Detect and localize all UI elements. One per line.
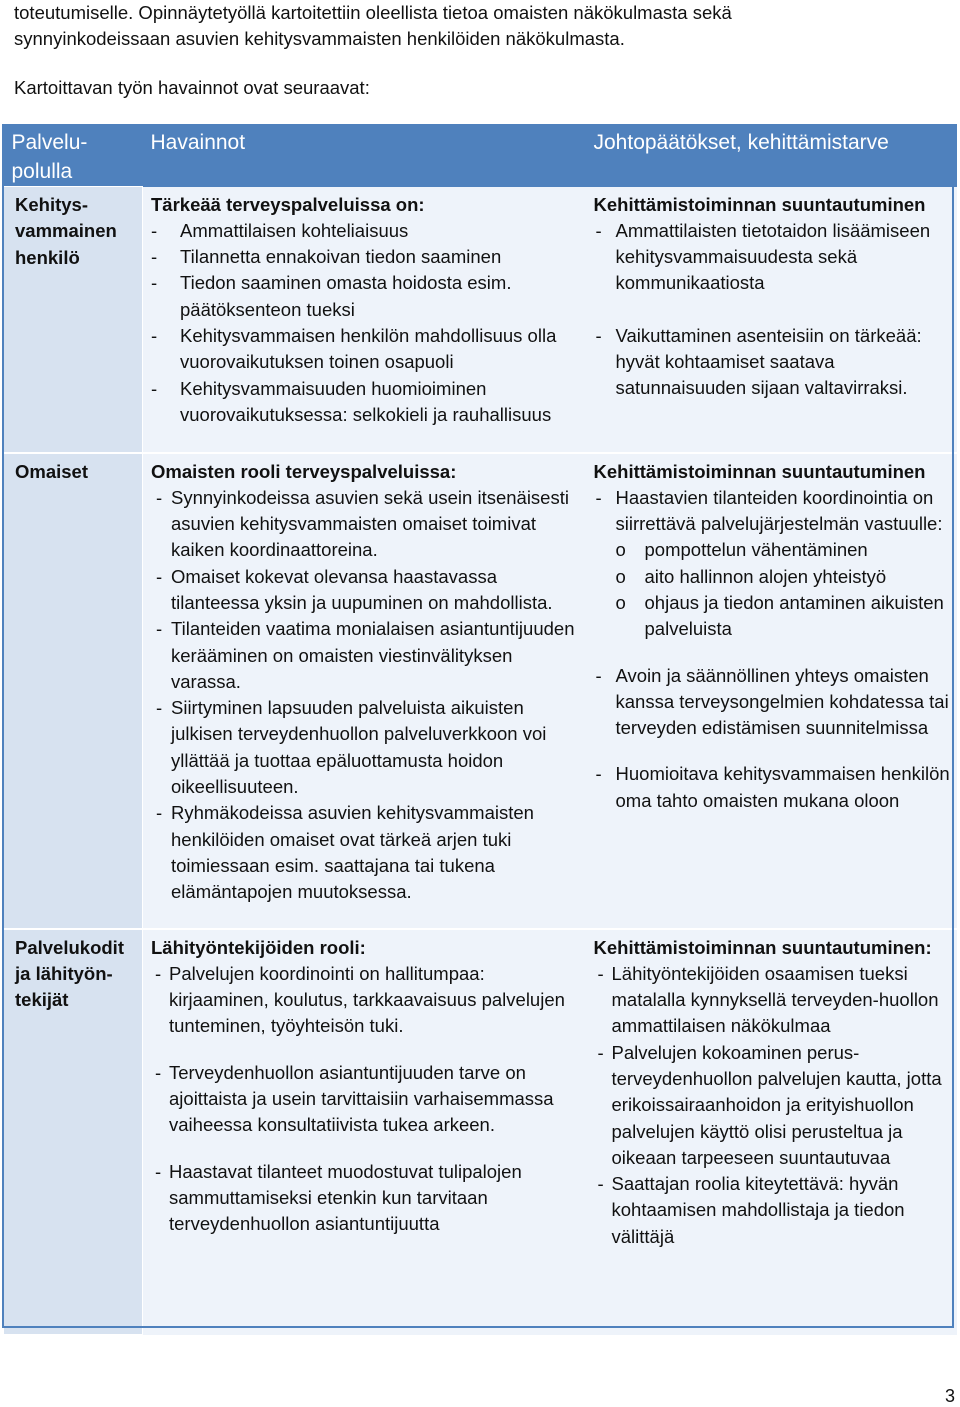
table-row-service-homes — [4, 929, 957, 1335]
list-item: - Vaikuttaminen asenteisiin on tärkeää: hyvät kohtaamiset saatava satunnaisuuden sijaan valtavirraksi. — [594, 323, 953, 402]
list-item: - Terveydenhuollon asiantuntijuuden tarve on ajoittaista ja usein tarvittaisiin varhaisemmassa vaiheessa konsultatiivista tukea arkeen. — [151, 1060, 582, 1139]
list-item: - Siirtyminen lapsuuden palveluista aikuisten julkisen terveydenhuollon palveluverkkoon voi yllättää ja tuottaa epäluottamusta hoidon oikeellisuuteen. — [151, 695, 582, 800]
observations-cell — [143, 453, 588, 929]
conclusions-sublist — [594, 537, 953, 642]
findings-table — [3, 124, 957, 1335]
list-item: - Haastavien tilanteiden koordinointia on siirrettävä palvelujärjestelmän vastuulle: — [594, 485, 953, 538]
table-row-relatives — [4, 453, 957, 929]
conclusions-list — [594, 663, 953, 814]
observations-cell — [143, 187, 588, 453]
list-item: o aito hallinnon alojen yhteistyö — [594, 564, 953, 590]
observations-heading: Tärkeää terveyspalveluissa on: — [151, 193, 425, 215]
list-item: - Avoin ja säännöllinen yhteys omaisten kanssa terveysongelmien kohdatessa tai terveyden edistämisen suunnitelmissa — [594, 663, 953, 742]
list-item: o ohjaus ja tiedon antaminen aikuisten palveluista — [594, 590, 953, 643]
list-item: - Synnyinkodeissa asuvien sekä usein itsenäisesti asuvien kehitysvammaisten omaiset toimivat kaiken koordinaattoreina. — [151, 485, 582, 564]
intro-text — [14, 0, 944, 52]
list-item: - Lähityöntekijöiden osaamisen tueksi matalalla kynnyksellä terveyden-huollon ammattilaisen näkökulmaa — [594, 961, 953, 1040]
list-item: - Kehitysvammaisuuden huomioiminen vuorovaikutuksessa: selkokieli ja rauhallisuus — [151, 376, 582, 429]
conclusions-heading: Kehittämistoiminnan suuntautuminen — [593, 460, 926, 482]
list-item: - Huomioitava kehitysvammaisen henkilön oma tahto omaisten mukana oloon — [594, 761, 953, 814]
observations-heading: Lähityöntekijöiden rooli: — [151, 936, 366, 958]
list-item: - Palvelujen koordinointi on hallitumpaa: kirjaaminen, koulutus, tarkkaavaisuus palvelujen tunteminen, työyhteisön tuki. — [151, 961, 582, 1040]
table-row-disabled-person — [4, 187, 957, 453]
page-number: 3 — [945, 1386, 956, 1406]
list-item: - Ammattilaisten tietotaidon lisäämiseen kehitysvammaisuudesta sekä kommunikaatiosta — [594, 218, 953, 297]
conclusions-list — [594, 961, 953, 1250]
list-item: - Tilannetta ennakoivan tiedon saaminen — [151, 244, 582, 270]
intro-line-1: toteutumiselle. Opinnäytetyöllä kartoitettiin oleellista tietoa omaisten näkökulmasta sekä — [14, 2, 732, 23]
observations-list — [151, 218, 582, 428]
list-item: - Tiedon saaminen omasta hoidosta esim. päätöksenteon tueksi — [151, 270, 582, 323]
header-observations: Havainnot — [150, 131, 246, 154]
header-service-path: Palvelu-polulla — [11, 131, 88, 183]
list-item: - Haastavat tilanteet muodostuvat tulipalojen sammuttamiseksi etenkin kun tarvitaan terveydenhuollon asiantuntijuutta — [151, 1159, 582, 1238]
observations-heading: Omaisten rooli terveyspalveluissa: — [151, 460, 457, 482]
intro-line-2: synnyinkodeissaan asuvien kehitysvammaisten henkilöiden näkökulmasta. — [14, 28, 625, 49]
conclusions-list — [594, 218, 953, 402]
observations-cell — [143, 929, 588, 1335]
list-item: - Palvelujen kokoaminen perus-terveydenhuollon palvelujen kautta, jotta erikoissairaanhoidon ja erityishuollon palvelujen käyttö olisi perusteltua ja oikeaan tarpeeseen suuntautuvaa — [594, 1040, 953, 1171]
conclusions-list — [594, 485, 953, 538]
observations-list — [151, 961, 582, 1238]
list-item: - Ryhmäkodeissa asuvien kehitysvammaisten henkilöiden omaiset ovat tärkeä arjen tuki toimiessaan esim. saattajana tai tukena elämäntapojen muutoksessa. — [151, 800, 582, 905]
observations-list — [151, 485, 582, 906]
conclusions-cell — [588, 187, 957, 453]
list-item: o pompottelun vähentäminen — [594, 537, 953, 563]
header-conclusions: Johtopäätökset, kehittämistarve — [593, 131, 889, 154]
conclusions-cell — [588, 929, 957, 1335]
table-header-row — [4, 124, 957, 187]
table-lead-text: Kartoittavan työn havainnot ovat seuraavat: — [14, 77, 370, 98]
row-label: Palvelukodit ja lähityön-tekijät — [4, 929, 143, 1335]
list-item: - Omaiset kokevat olevansa haastavassa tilanteessa yksin ja uupuminen on mahdollista. — [151, 564, 582, 617]
row-label: Omaiset — [4, 453, 143, 929]
list-item: - Kehitysvammaisen henkilön mahdollisuus olla vuorovaikutuksen toinen osapuoli — [151, 323, 582, 376]
list-item: - Saattajan roolia kiteytettävä: hyvän kohtaamisen mahdollistaja ja tiedon välittäjä — [594, 1171, 953, 1250]
list-item: - Tilanteiden vaatima monialaisen asiantuntijuuden kerääminen on omaisten viestinvälityksen varassa. — [151, 616, 582, 695]
conclusions-cell — [588, 453, 957, 929]
row-label: Kehitys-vammainen henkilö — [4, 187, 143, 453]
conclusions-heading: Kehittämistoiminnan suuntautuminen — [593, 193, 926, 215]
conclusions-heading: Kehittämistoiminnan suuntautuminen: — [593, 936, 932, 958]
list-item: - Ammattilaisen kohteliaisuus — [151, 218, 582, 244]
